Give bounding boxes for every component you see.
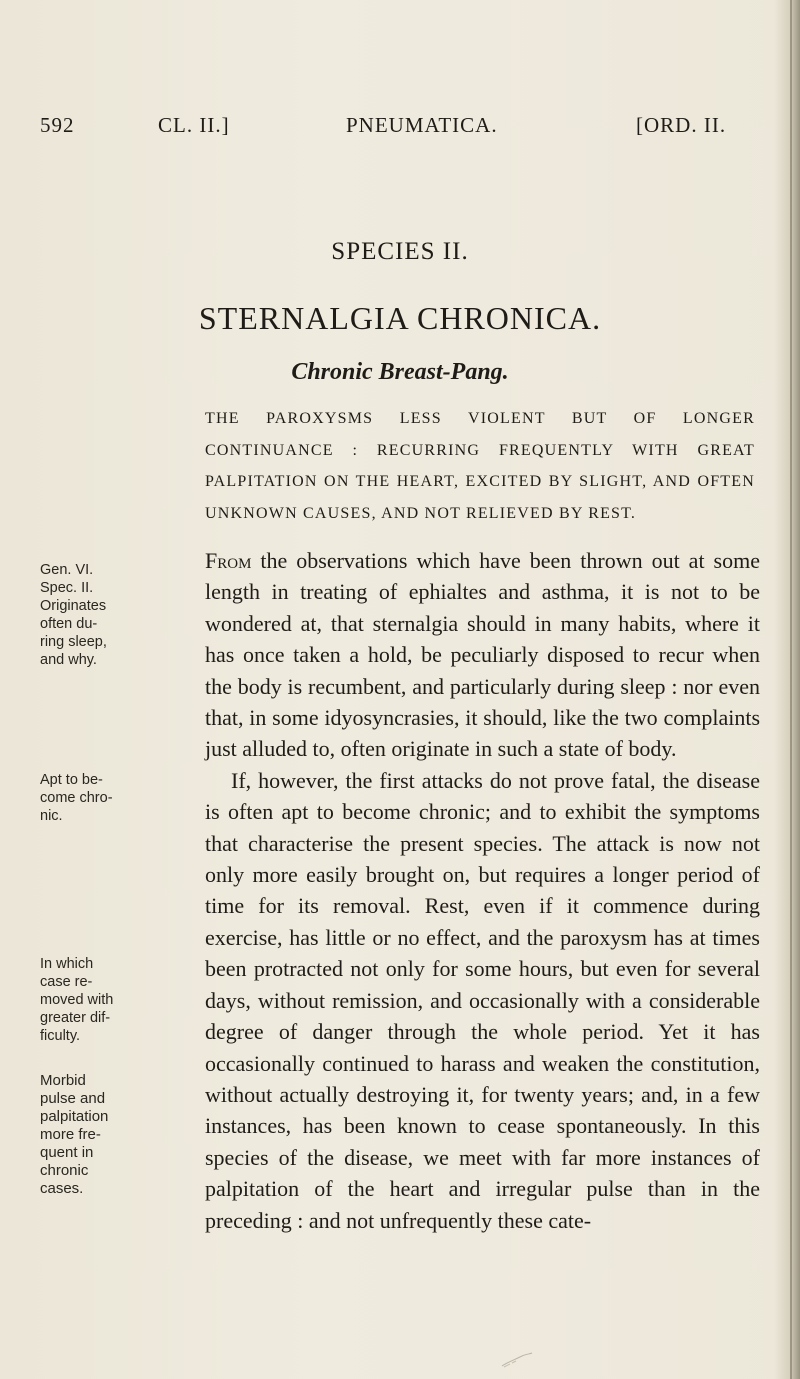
- sidenote-line: quent in: [40, 1144, 94, 1161]
- sidenote-line: chronic: [40, 1162, 89, 1179]
- body-text: [205, 545, 760, 1236]
- sidenote-removed-difficulty: [40, 955, 124, 1045]
- species-name: STERNALGIA CHRONICA.: [198, 300, 602, 336]
- sidenote-line: Spec. II.: [40, 580, 94, 596]
- species-heading: SPECIES II.: [331, 238, 469, 265]
- sidenote-line: cases.: [40, 1180, 84, 1197]
- sidenote-line: often du-: [40, 616, 98, 632]
- paragraph-2: If, however, the first attacks do not prove fatal, the disease is often apt to become chronic; and to exhibit the symptoms that characterise the present species. The attack is now not only more easily brought on, but requires a longer period of time for its removal. Rest, even if it commence during exercise, has little or no effect, and the paroxysm has at times been protracted not only for some hours, but even for several days, without remission, and occasionally with a considerable degree of danger through the whole period. Yet it has occasionally continued to harass and weaken the constitution, without actually destroying it, for twenty years; and, in a few instances, has been known to cease spontaneously. In this species of the disease, we meet with far more instances of palpitation of the heart and irregular pulse than in the preceding : and not unfrequently these cate-: [205, 767, 760, 1233]
- paragraph-lead-word: From: [205, 548, 252, 573]
- sidenote-line: Morbid: [40, 1072, 86, 1089]
- sidenote-line: Gen. VI.: [40, 562, 94, 578]
- running-head-order: [ORD. II.: [636, 113, 727, 137]
- sidenote-line: palpitation: [40, 1108, 109, 1125]
- species-definition: THE PAROXYSMS LESS VIOLENT BUT OF LONGER CONTINUANCE : RECURRING FREQUENTLY WITH GREAT PALPITATION ON THE HEART, EXCITED BY SLIGHT, AND OFTEN UNKNOWN CAUSES, AND NOT RELIEVED BY REST.: [205, 410, 755, 523]
- sidenote-line: come chro-: [40, 790, 113, 806]
- sidenote-line: moved with: [40, 992, 114, 1008]
- running-head-title: PNEUMATICA.: [346, 113, 498, 137]
- sidenote-apt-chronic: [40, 771, 124, 825]
- sidenote-line: Apt to be-: [40, 772, 103, 788]
- paragraph-1-text: the observations which have been thrown out at some length in treating of ephialtes and asthma, it is not to be wondered at, that sternalgia should in many habits, where it has once taken a hold, be peculiarly disposed to recur when the body is recumbent, and particularly during sleep : nor even that, in some idyosyncrasies, it should, like the two complaints just alluded to, often originate in such a state of body.: [205, 548, 760, 762]
- sidenote-line: greater dif-: [40, 1010, 111, 1026]
- running-head-class: CL. II.]: [158, 113, 230, 137]
- sidenote-line: ficulty.: [40, 1028, 81, 1044]
- sidenote-line: Originates: [40, 598, 107, 614]
- common-name: Chronic Breast-Pang.: [291, 359, 509, 385]
- running-head: [40, 113, 762, 143]
- sidenote-line: case re-: [40, 974, 93, 990]
- paragraph-1: [205, 545, 760, 765]
- sidenote-morbid-pulse: [40, 1072, 124, 1198]
- sidenote-line: ring sleep,: [40, 634, 107, 650]
- sidenote-line: In which: [40, 956, 94, 972]
- sidenote-originates-during-sleep: [40, 561, 124, 669]
- page-edge-shadow: [774, 0, 800, 1379]
- sidenote-line: pulse and: [40, 1090, 106, 1107]
- sidenote-line: more fre-: [40, 1126, 101, 1143]
- page-number: 592: [40, 113, 75, 137]
- sidenote-line: nic.: [40, 808, 63, 824]
- binding-line: [790, 0, 792, 1379]
- page-scuff-mark: [500, 1352, 534, 1368]
- sidenote-line: and why.: [40, 652, 97, 668]
